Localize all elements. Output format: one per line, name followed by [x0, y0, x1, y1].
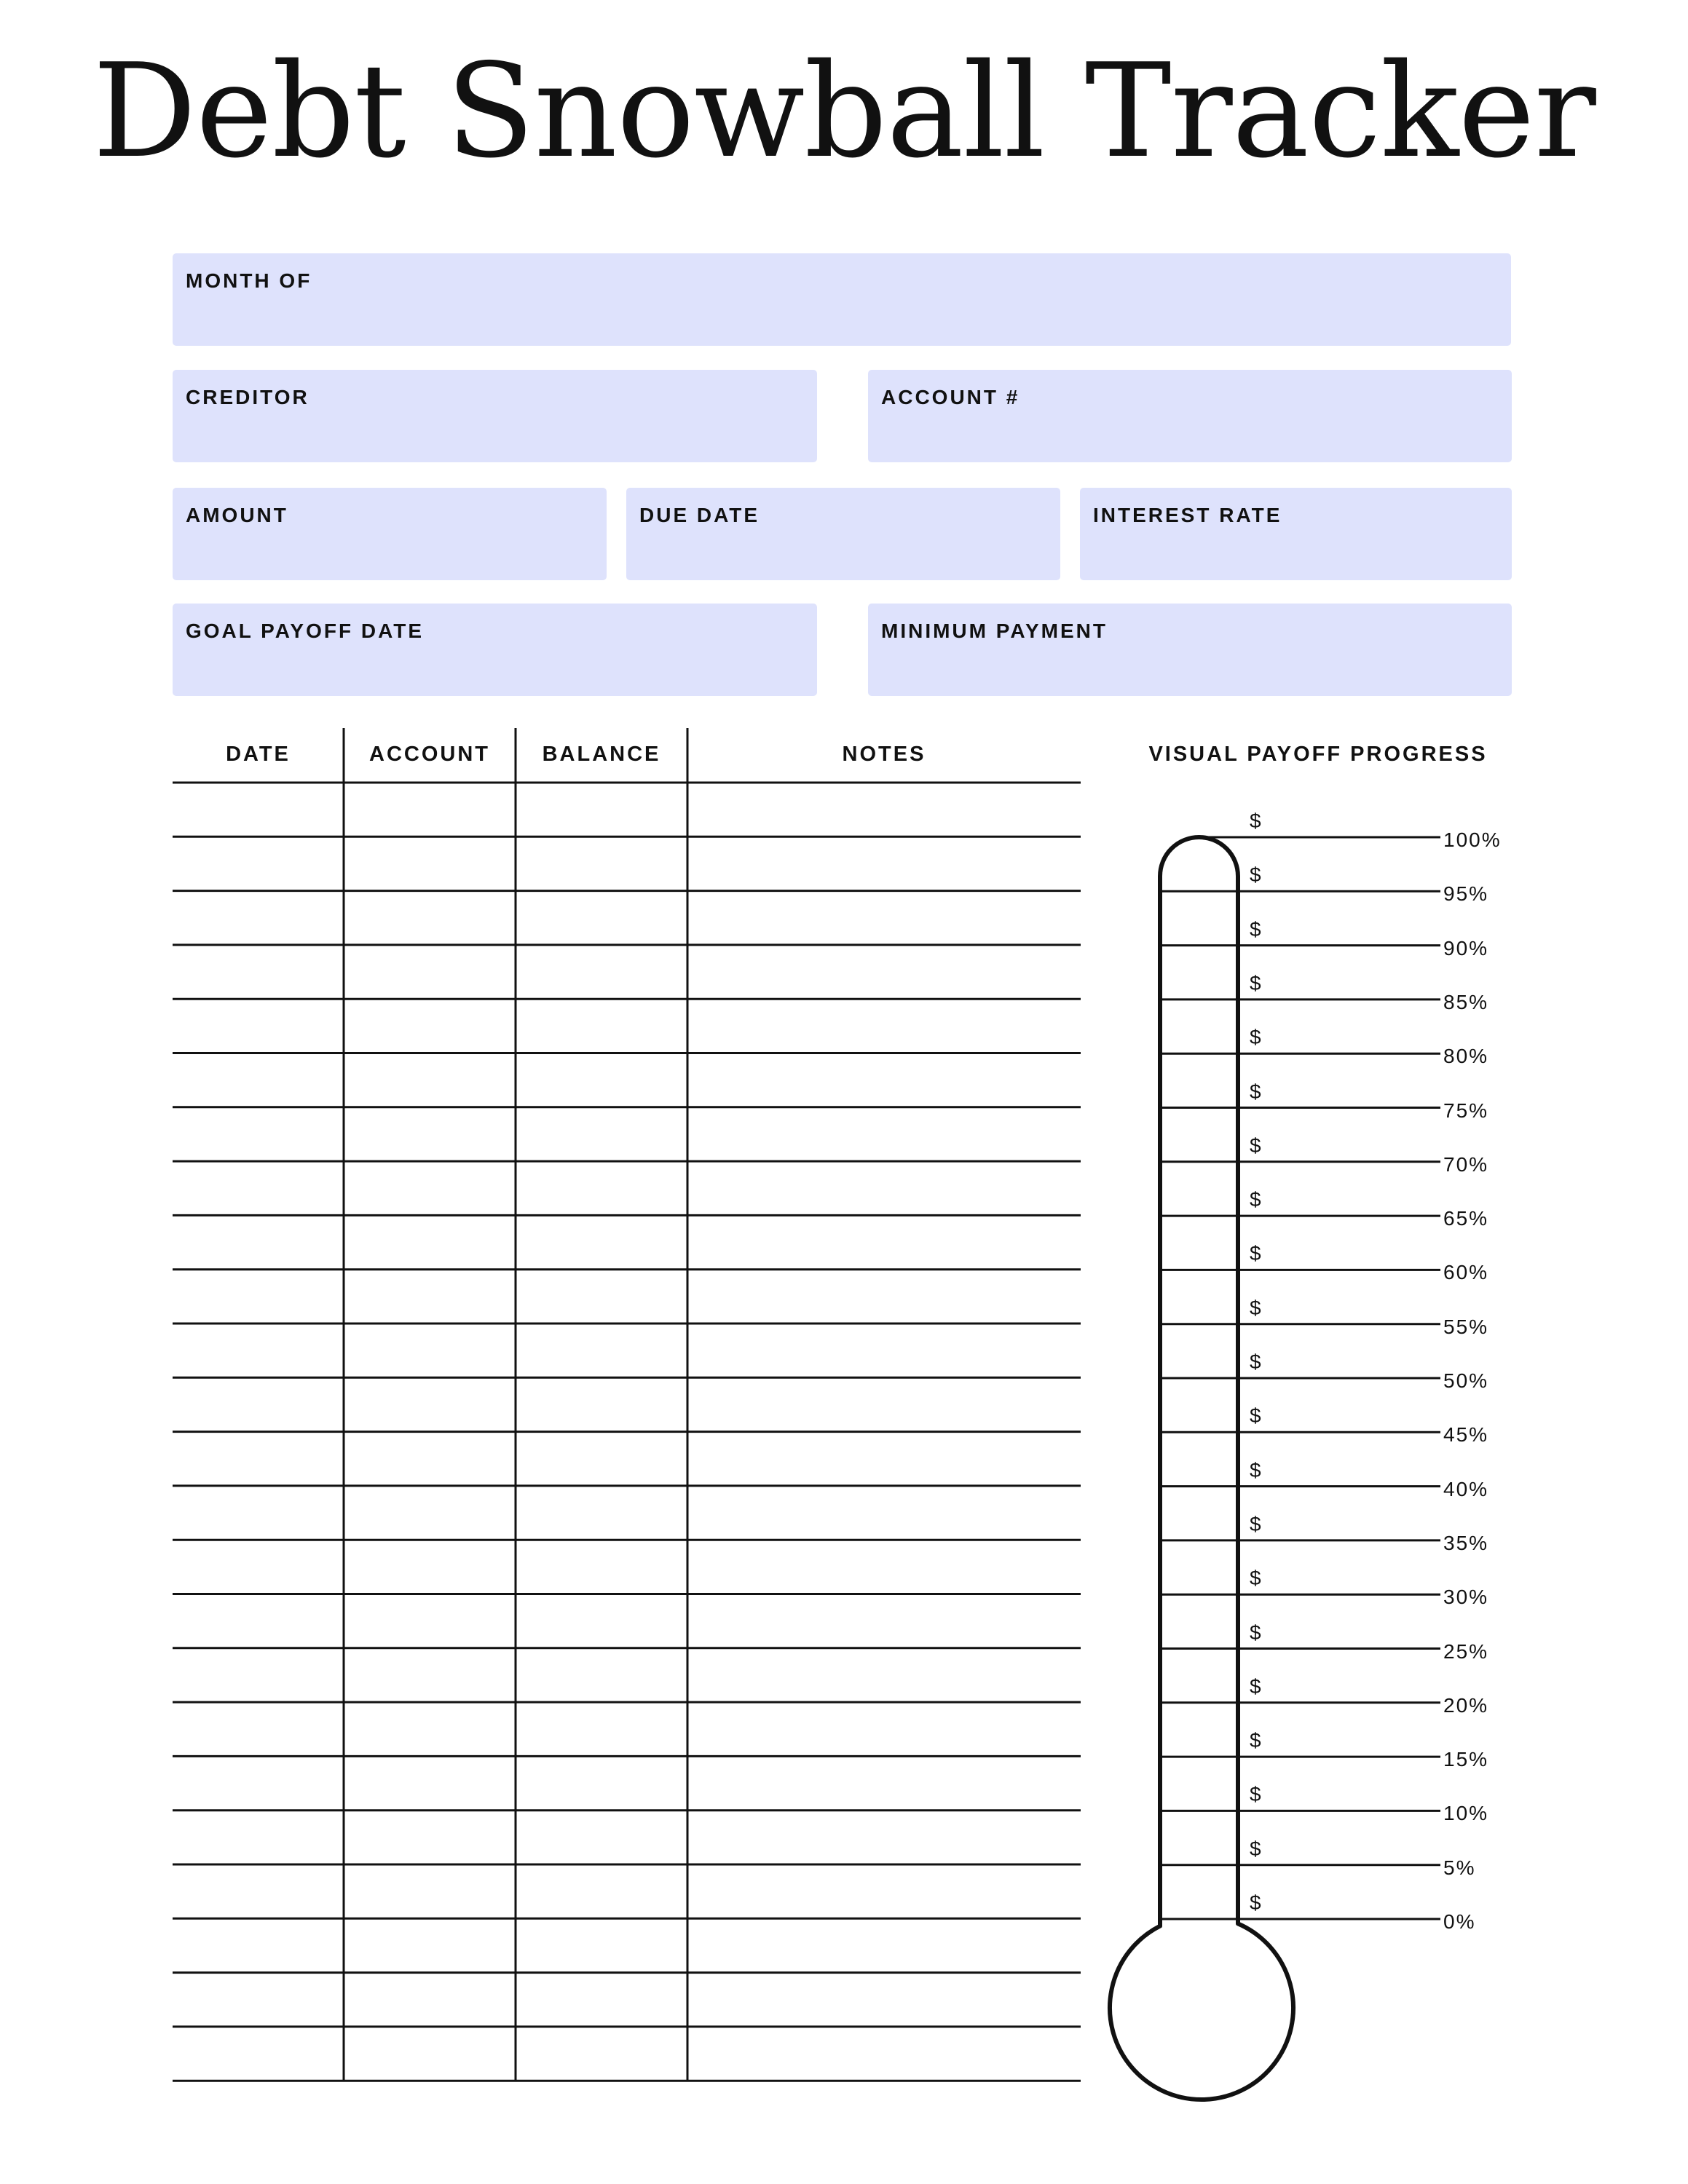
column-header-notes: NOTES: [842, 743, 926, 766]
field-label: AMOUNT: [186, 504, 288, 526]
field-label: CREDITOR: [186, 386, 309, 408]
percent-label: 55%: [1443, 1315, 1489, 1338]
column-header-account: ACCOUNT: [369, 743, 490, 766]
percent-label: 50%: [1443, 1369, 1489, 1392]
amount-label[interactable]: $: [1250, 1350, 1263, 1373]
percent-label: 85%: [1443, 990, 1489, 1013]
percent-label: 65%: [1443, 1207, 1489, 1230]
percent-label: 60%: [1443, 1261, 1489, 1284]
field-label: DUE DATE: [639, 504, 760, 526]
percent-label: 40%: [1443, 1477, 1489, 1500]
amount-label[interactable]: $: [1250, 1133, 1263, 1157]
percent-label: 35%: [1443, 1531, 1489, 1554]
percent-label: 90%: [1443, 936, 1489, 960]
amount-label[interactable]: $: [1250, 863, 1263, 887]
amount-label[interactable]: $: [1250, 1404, 1263, 1428]
percent-label: 100%: [1443, 828, 1502, 851]
percent-label: 15%: [1443, 1748, 1489, 1771]
page-title: Debt Snowball Tracker: [92, 36, 1596, 186]
amount-label[interactable]: $: [1250, 971, 1263, 994]
field-label: MINIMUM PAYMENT: [881, 620, 1108, 642]
amount-label[interactable]: $: [1250, 1188, 1263, 1211]
field-label: ACCOUNT #: [881, 386, 1020, 408]
percent-label: 70%: [1443, 1152, 1489, 1176]
column-header-balance: BALANCE: [542, 743, 661, 766]
field-label: MONTH OF: [186, 269, 312, 292]
amount-label[interactable]: $: [1250, 1891, 1263, 1914]
percent-label: 20%: [1443, 1693, 1489, 1717]
amount-label[interactable]: $: [1250, 1674, 1263, 1698]
amount-label[interactable]: $: [1250, 1242, 1263, 1265]
percent-label: 95%: [1443, 882, 1489, 906]
amount-label[interactable]: $: [1250, 1026, 1263, 1049]
amount-label[interactable]: $: [1250, 1729, 1263, 1752]
percent-label: 25%: [1443, 1639, 1489, 1663]
amount-label[interactable]: $: [1250, 1621, 1263, 1644]
amount-label[interactable]: $: [1250, 1080, 1263, 1103]
amount-label[interactable]: $: [1250, 1837, 1263, 1860]
column-header-date: DATE: [226, 743, 291, 766]
field-label: GOAL PAYOFF DATE: [186, 620, 424, 642]
visual-payoff-progress-title: VISUAL PAYOFF PROGRESS: [1148, 743, 1488, 766]
amount-label[interactable]: $: [1250, 917, 1263, 941]
percent-label: 45%: [1443, 1423, 1489, 1447]
amount-label[interactable]: $: [1250, 1783, 1263, 1806]
percent-label: 10%: [1443, 1802, 1489, 1825]
amount-label[interactable]: $: [1250, 1512, 1263, 1535]
amount-label[interactable]: $: [1250, 1567, 1263, 1590]
percent-label: 0%: [1443, 1910, 1476, 1933]
field-label: INTEREST RATE: [1093, 504, 1282, 526]
amount-label[interactable]: $: [1250, 1458, 1263, 1481]
thermometer-outline: [1110, 837, 1293, 2100]
percent-label: 80%: [1443, 1045, 1489, 1068]
percent-label: 30%: [1443, 1586, 1489, 1609]
percent-label: 75%: [1443, 1099, 1489, 1122]
percent-label: 5%: [1443, 1856, 1476, 1879]
amount-label[interactable]: $: [1250, 1296, 1263, 1319]
amount-label[interactable]: $: [1250, 810, 1263, 832]
